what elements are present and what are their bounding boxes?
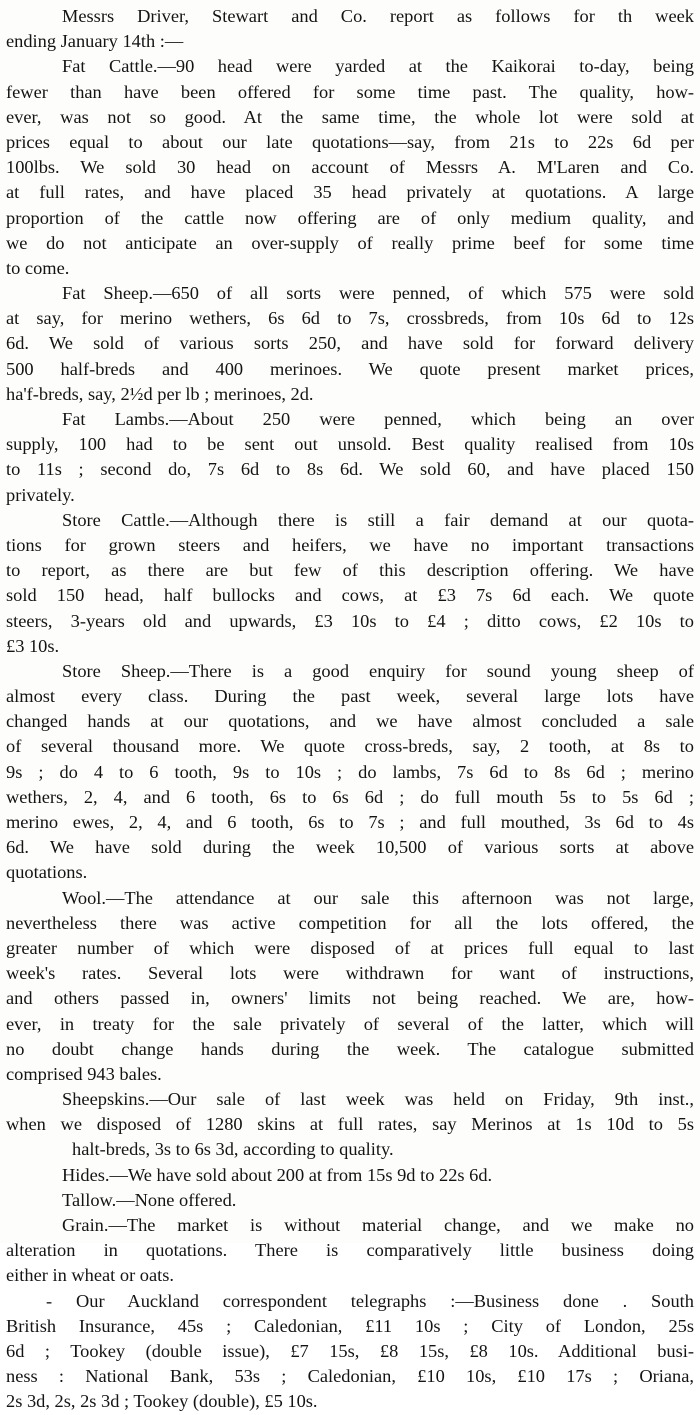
- article-line: Messrs Driver, Stewart and Co. report as follows for th week: [62, 6, 694, 26]
- article-line: almost every class. During the past week, several large lots have: [6, 686, 694, 707]
- article-line: comprised 943 bales.: [6, 1063, 162, 1084]
- article-line: British Insurance, 45s ; Caledonian, £11 10s ; City of London, 25s: [6, 1315, 694, 1336]
- article-line: of several thousand more. We quote cross-breds, say, 2 tooth, at 8s to: [6, 736, 694, 757]
- article-line: 6d. We sold of various sorts 250, and have sold for forward delivery: [6, 333, 694, 354]
- article-line: supply, 100 had to be sent out unsold. Best quality realised from 10s: [6, 434, 694, 455]
- article-line: 500 half-breds and 400 merinoes. We quote present market prices,: [6, 358, 694, 379]
- article-line: Store Cattle.—Although there is still a fair demand at our quota-: [62, 509, 694, 530]
- article-line: Grain.—The market is without material change, and we make no: [62, 1215, 694, 1235]
- article-line: to 11s ; second do, 7s 6d to 8s 6d. We sold 60, and have placed 150: [6, 459, 694, 480]
- article-line: quotations.: [6, 862, 88, 883]
- article-line: to report, as there are but few of this description offering. We have: [6, 560, 694, 581]
- article-line: to come.: [6, 257, 70, 278]
- article-line: steers, 3-years old and upwards, £3 10s to £4 ; ditto cows, £2 10s to: [6, 610, 694, 631]
- article-line: ever, was not so good. At the same time, the whole lot were sold at: [6, 106, 694, 127]
- article-line: Sheepskins.—Our sale of last week was held on Friday, 9th inst.,: [62, 1089, 694, 1110]
- article-line: 9s ; do 4 to 6 tooth, 9s to 10s ; do lambs, 7s 6d to 8s 6d ; merino: [6, 761, 694, 782]
- article-line: 6d ; Tookey (double issue), £7 15s, £8 15s, £8 10s. Additional busi-: [6, 1340, 694, 1361]
- article-line: Tallow.—None offered.: [62, 1189, 237, 1210]
- article-line: tions for grown steers and heifers, we have no important transactions: [6, 534, 694, 555]
- article-line: ness : National Bank, 53s ; Caledonian, £10 10s, £10 17s ; Oriana,: [6, 1366, 694, 1387]
- article-line: Fat Lambs.—About 250 were penned, which being an over: [62, 409, 694, 429]
- article-line: when we disposed of 1280 skins at full rates, say Merinos at 1s 10d to 5s: [6, 1114, 694, 1135]
- article-line: week's rates. Several lots were withdrawn for want of instructions,: [6, 963, 694, 984]
- article-line: ha'f-breds, say, 2½d per lb ; merinoes, 2d.: [6, 383, 314, 404]
- article-line: and others passed in, owners' limits not being reached. We are, how-: [6, 988, 694, 1009]
- article-line: wethers, 2, 4, and 6 tooth, 6s to 6s 6d ; do full mouth 5s to 5s 6d ;: [6, 786, 694, 807]
- article-line: sold 150 head, half bullocks and cows, at £3 7s 6d each. We quote: [6, 585, 694, 606]
- article-line: we do not anticipate an over-supply of really prime beef for some time: [6, 232, 694, 253]
- article-line: Wool.—The attendance at our sale this afternoon was not large,: [62, 887, 694, 908]
- article-line: 2s 3d, 2s, 2s 3d ; Tookey (double), £5 10s.: [6, 1391, 318, 1412]
- article-line: ending January 14th :—: [6, 31, 184, 52]
- article-line: fewer than have been offered for some time past. The quality, how-: [6, 81, 694, 102]
- article-line: - Our Auckland correspondent telegraphs :—Business done . South: [46, 1290, 694, 1311]
- article-line: Hides.—We have sold about 200 at from 15s 9d to 22s 6d.: [62, 1164, 493, 1185]
- article-line: changed hands at our quotations, and we have almost concluded a sale: [6, 711, 694, 732]
- article-line: at say, for merino wethers, 6s 6d to 7s, crossbreds, from 10s 6d to 12s: [6, 308, 694, 329]
- article-line: 100lbs. We sold 30 head on account of Messrs A. M'Laren and Co.: [6, 157, 694, 178]
- article-line: no doubt change hands during the week. The catalogue submitted: [6, 1038, 694, 1059]
- article-line: greater number of which were disposed of at prices full equal to last: [6, 937, 694, 958]
- article-line: 6d. We have sold during the week 10,500 of various sorts at above: [6, 837, 694, 858]
- article-line: privately.: [6, 484, 75, 505]
- article-line: Fat Cattle.—90 head were yarded at the Kaikorai to-day, being: [62, 56, 694, 77]
- article-line: prices equal to about our late quotations—say, from 21s to 22s 6d per: [6, 131, 694, 152]
- article-line: Fat Sheep.—650 of all sorts were penned, of which 575 were sold: [62, 283, 694, 304]
- article-line: nevertheless there was active competition for all the lots offered, the: [6, 912, 694, 933]
- article-line: ever, in treaty for the sale privately of several of the latter, which will: [6, 1013, 694, 1034]
- article-line: halt-breds, 3s to 6s 3d, according to quality.: [72, 1139, 394, 1160]
- article-line: at full rates, and have placed 35 head privately at quotations. A large: [6, 182, 694, 203]
- article-line: Store Sheep.—There is a good enquiry for sound young sheep of: [62, 660, 694, 681]
- article-line: merino ewes, 2, 4, and 6 tooth, 6s to 7s ; and full mouthed, 3s 6d to 4s: [6, 812, 694, 832]
- article-line: alteration in quotations. There is comparatively little business doing: [6, 1240, 694, 1261]
- article-line: either in wheat or oats.: [6, 1265, 175, 1286]
- article-line: £3 10s.: [6, 635, 60, 656]
- article-line: proportion of the cattle now offering are of only medium quality, and: [6, 207, 694, 228]
